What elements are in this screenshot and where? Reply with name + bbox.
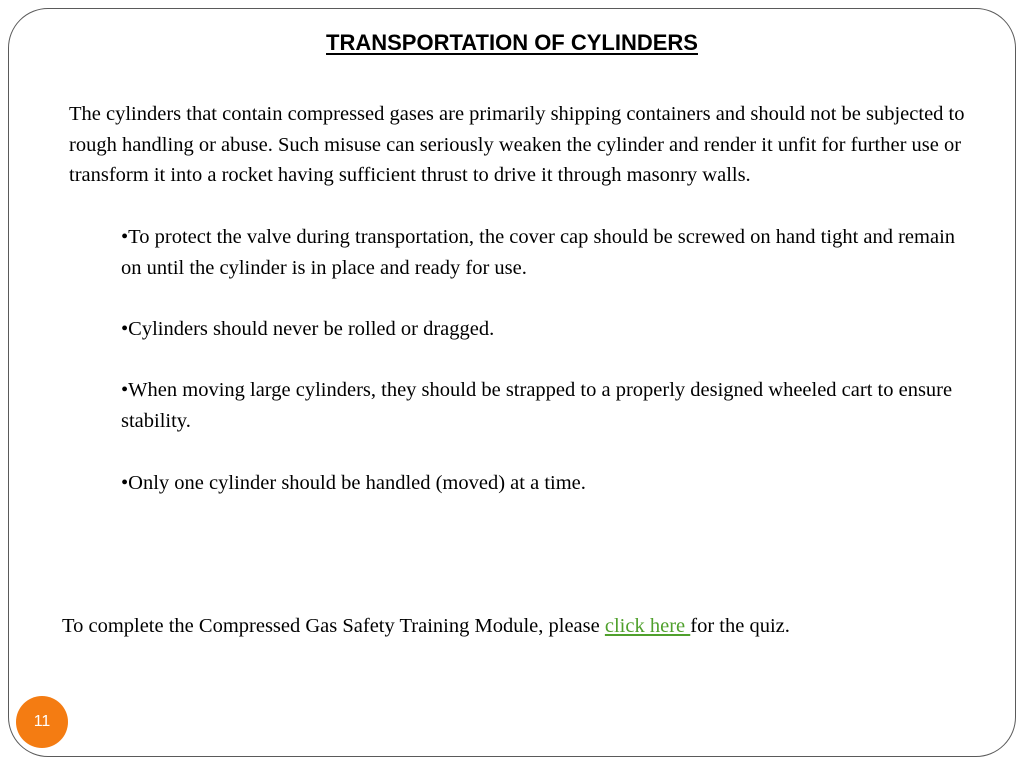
slide-title: TRANSPORTATION OF CYLINDERS [326, 30, 698, 55]
slide-number-badge [16, 696, 68, 748]
intro-paragraph: The cylinders that contain compressed gases are primarily shipping containers and should not be subjected to rough handling or abuse. Such misuse can seriously weaken the cylinder and render it unfit for further use or transform it into a rocket having sufficient thrust to drive it through masonry walls. [69, 103, 965, 187]
quiz-link[interactable]: click here [604, 615, 691, 637]
slide-number: 11 [33, 713, 51, 730]
bullet-item-strapped-cart: •When moving large cylinders, they should be strapped to a properly designed wheeled cart to ensure stability. [121, 379, 953, 433]
footer-text-after-link: for the quiz. [690, 615, 790, 637]
bullet-item-one-at-a-time: •Only one cylinder should be handled (moved) at a time. [121, 471, 586, 494]
quiz-footer-line [62, 611, 1002, 642]
bullet-list [121, 222, 971, 529]
bullet-item-never-rolled: •Cylinders should never be rolled or dragged. [121, 318, 495, 341]
bullet-item-protect-valve: •To protect the valve during transportation, the cover cap should be screwed on hand tight and remain on until the cylinder is in place and ready for use. [121, 226, 956, 279]
footer-text-before-link: To complete the Compressed Gas Safety Training Module, please [62, 615, 605, 637]
